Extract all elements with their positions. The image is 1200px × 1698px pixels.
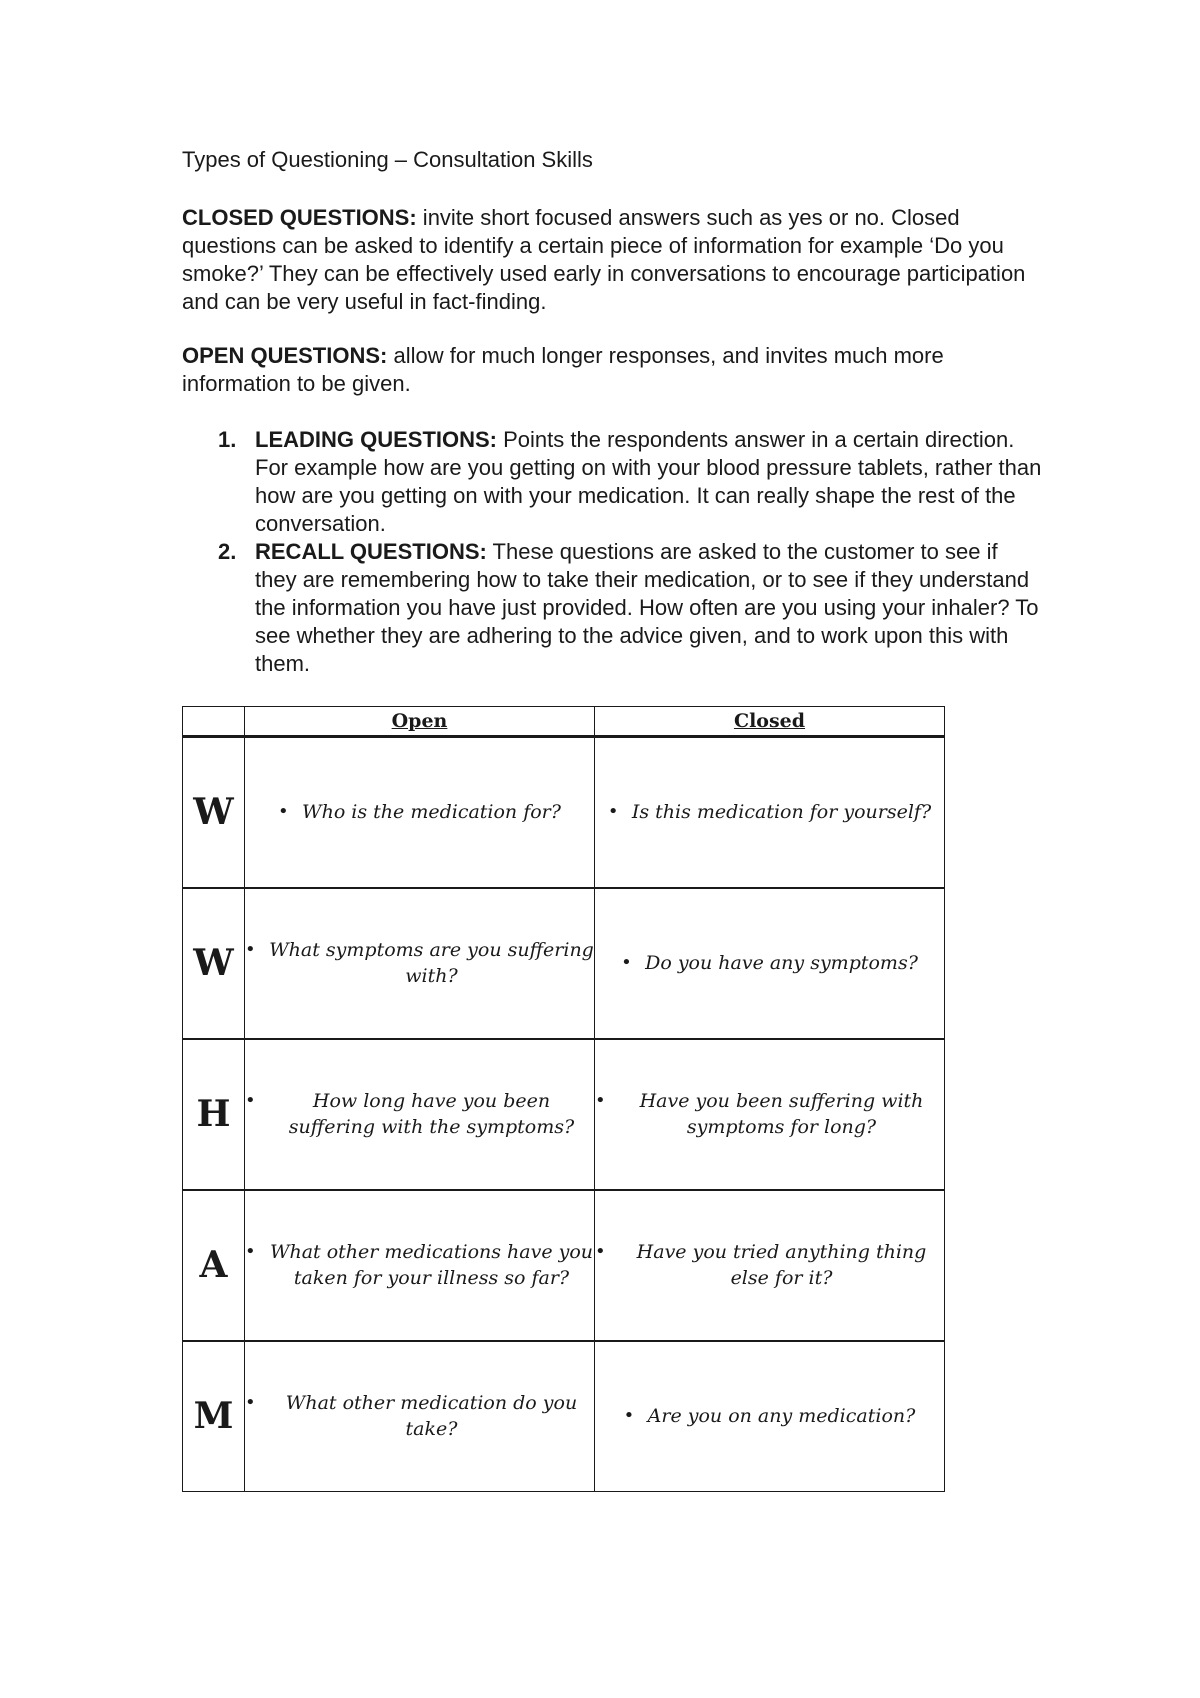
open-question-cell (245, 737, 595, 888)
open-questions-paragraph (182, 342, 1042, 398)
closed-question-cell (595, 1190, 945, 1341)
bullet-icon: • (245, 1392, 256, 1414)
open-question-text: How long have you been suffering with the symptoms? (288, 1090, 575, 1138)
bullet-icon: • (278, 801, 289, 823)
list-number: 2. (218, 539, 237, 564)
list-item-text: Points the respondents answer in a certain direction. For example how are you getting on with your blood pressure tablets, rather than how are you getting on with your medication. It can really shape the rest of the conversation. (255, 427, 1042, 536)
open-question-cell (245, 1039, 595, 1190)
header-cell-empty (183, 707, 245, 737)
closed-question-cell (595, 888, 945, 1039)
closed-questions-label: CLOSED QUESTIONS: (182, 205, 417, 230)
bullet-icon: • (245, 1241, 256, 1262)
closed-question-cell (595, 737, 945, 888)
open-question-cell (245, 1341, 595, 1492)
open-question-text: What symptoms are you suffering with? (269, 939, 594, 987)
closed-question-text: Is this medication for yourself? (631, 801, 932, 824)
header-cell-closed: Closed (595, 707, 945, 737)
open-question-text: Who is the medication for? (302, 801, 561, 824)
closed-question-text: Are you on any medication? (647, 1405, 916, 1428)
open-question-cell (245, 888, 595, 1039)
open-question-text: What other medications have you taken for your illness so far? (269, 1241, 594, 1289)
question-types-list (182, 426, 1042, 678)
bullet-icon: • (595, 1090, 606, 1111)
header-cell-open: Open (245, 707, 595, 737)
table-row (183, 1190, 945, 1341)
open-question-cell (245, 1190, 595, 1341)
bullet-icon: • (607, 801, 619, 823)
list-item-label: RECALL QUESTIONS: (255, 539, 487, 564)
list-item-label: LEADING QUESTIONS: (255, 427, 498, 452)
list-item-text: These questions are asked to the customer to see if they are remembering how to take their medication, or to see if they understand the information you have just provided. How often are you using your inhaler? To see whether they are adhering to the advice given, and to work upon this with them. (255, 539, 1039, 676)
wwham-table (182, 706, 945, 1492)
row-letter: W (183, 737, 245, 888)
table-row (183, 888, 945, 1039)
open-questions-text: allow for much longer responses, and invites much more information to be given. (182, 343, 944, 396)
table-row (183, 737, 945, 888)
closed-questions-paragraph (182, 204, 1042, 316)
closed-question-text: Have you tried anything thing else for it? (636, 1241, 927, 1289)
open-questions-label: OPEN QUESTIONS: (182, 343, 388, 368)
bullet-icon: • (623, 1405, 635, 1427)
open-question-text: What other medication do you take? (285, 1392, 578, 1441)
row-letter: W (183, 888, 245, 1039)
bullet-icon: • (621, 952, 632, 973)
bullet-icon: • (595, 1241, 606, 1262)
table-row (183, 1341, 945, 1492)
row-letter: M (183, 1341, 245, 1492)
list-item-leading (182, 426, 1042, 538)
row-letter: H (183, 1039, 245, 1190)
table-header-row (183, 707, 945, 737)
table-row (183, 1039, 945, 1190)
list-number: 1. (218, 427, 237, 452)
document-title: Types of Questioning – Consultation Skills (182, 147, 593, 172)
bullet-icon: • (245, 939, 256, 960)
list-item-recall (182, 538, 1042, 678)
bullet-icon: • (245, 1090, 256, 1111)
closed-question-cell (595, 1039, 945, 1190)
closed-question-cell (595, 1341, 945, 1492)
closed-question-text: Have you been suffering with symptoms for long? (639, 1090, 924, 1138)
closed-question-text: Do you have any symptoms? (645, 952, 918, 974)
closed-questions-text: invite short focused answers such as yes or no. Closed questions can be asked to identify a certain piece of information for example ‘Do you smoke?’ They can be effectively used early in conversations to encourage participation and can be very useful in fact-finding. (182, 205, 1026, 314)
row-letter: A (183, 1190, 245, 1341)
